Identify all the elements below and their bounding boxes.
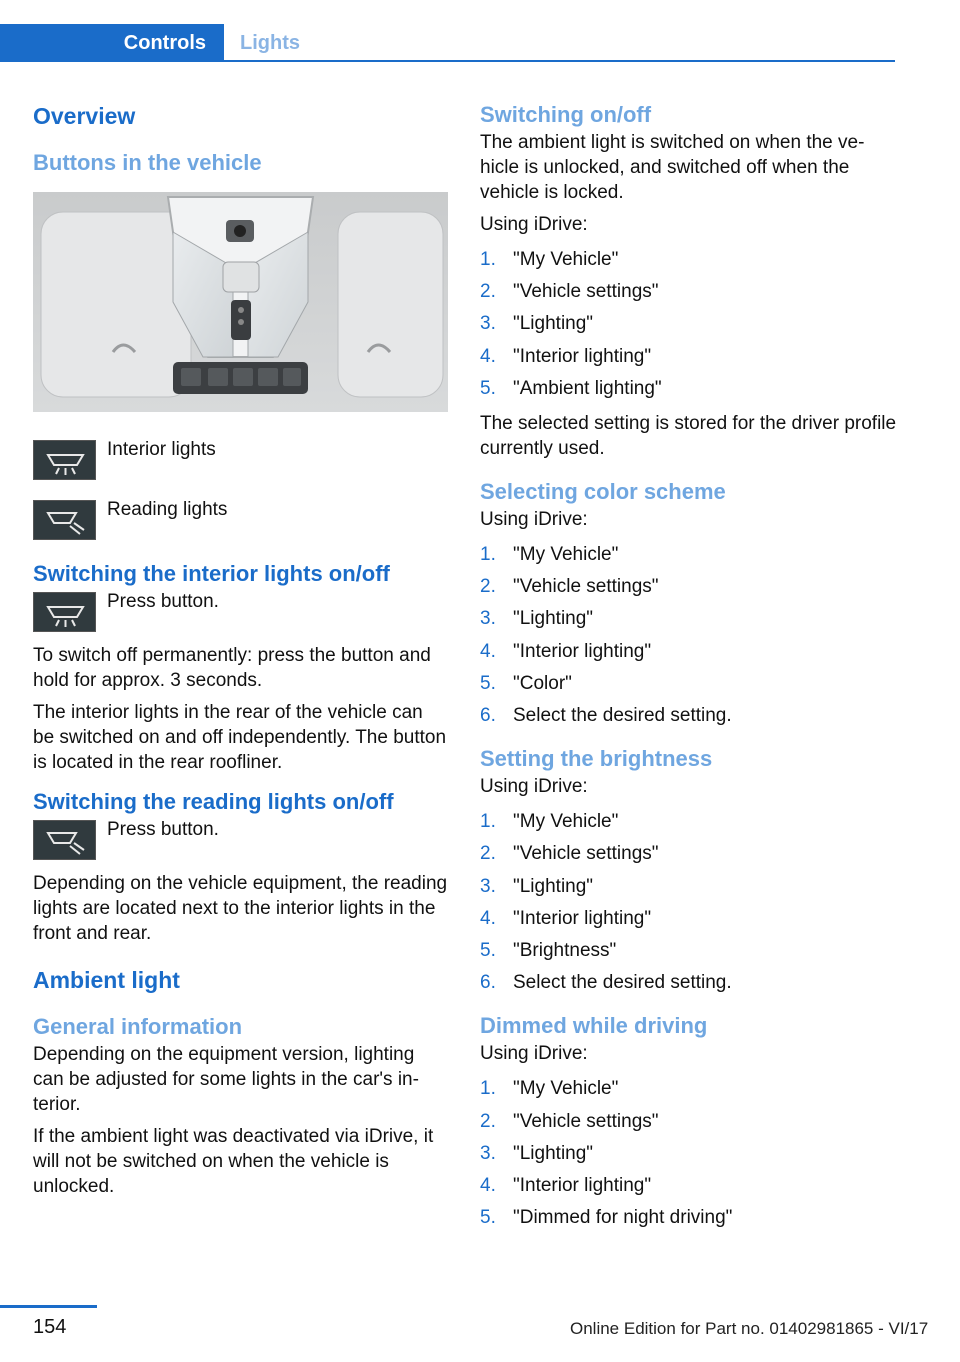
list-item bbox=[480, 603, 900, 635]
interior-lights-label: Interior lights bbox=[107, 439, 216, 460]
interior-lights-row bbox=[33, 437, 448, 497]
list-item bbox=[480, 308, 900, 340]
step-text: "Color" bbox=[513, 672, 572, 694]
list-item bbox=[480, 373, 900, 405]
switching-heading: Switching on/off bbox=[480, 102, 652, 127]
switch-reading-heading: Switching the reading lights on/off bbox=[33, 789, 394, 814]
step-number: 4. bbox=[480, 345, 496, 367]
rear-lights-text: The interior lights in the rear of the vehicle can be switched on and off independently. The button is located in the rear roofliner. bbox=[33, 702, 447, 773]
list-item bbox=[480, 668, 900, 700]
switch-interior-heading: Switching the interior lights on/off bbox=[33, 561, 390, 586]
right-column bbox=[480, 100, 900, 1240]
step-number: 2. bbox=[480, 843, 496, 865]
list-item bbox=[480, 571, 900, 603]
step-text: Select the desired setting. bbox=[513, 972, 732, 994]
step-text: "Lighting" bbox=[513, 875, 594, 897]
step-number: 5. bbox=[480, 940, 496, 962]
color-heading: Selecting color scheme bbox=[480, 479, 726, 505]
reading-lights-row bbox=[33, 497, 448, 557]
interior-light-icon bbox=[33, 592, 96, 632]
step-text: "My Vehicle" bbox=[513, 249, 619, 270]
deactivated-text: If the ambient light was deactivated via iDrive, it will not be switched on when the vehicle is unlocked. bbox=[33, 1126, 434, 1197]
step-number: 2. bbox=[480, 281, 496, 303]
step-text: "Lighting" bbox=[513, 1142, 594, 1164]
step-text: "My Vehicle" bbox=[513, 1078, 619, 1100]
reading-light-icon bbox=[33, 820, 96, 860]
step-number: 1. bbox=[480, 249, 496, 270]
step-number: 1. bbox=[480, 1078, 496, 1100]
stored-text: The selected setting is stored for the driver profile currently used. bbox=[480, 413, 897, 460]
press-button-text: Press button. bbox=[107, 591, 219, 612]
list-item bbox=[480, 935, 900, 967]
switch-off-text: To switch off permanently: press the button and hold for approx. 3 seconds. bbox=[33, 645, 431, 691]
step-number: 4. bbox=[480, 640, 496, 662]
brightness-heading: Setting the brightness bbox=[480, 746, 713, 772]
step-text: "My Vehicle" bbox=[513, 544, 619, 566]
overview-heading: Overview bbox=[33, 103, 136, 129]
dimmed-steps bbox=[480, 1073, 900, 1234]
step-text: "Vehicle settings" bbox=[513, 843, 659, 865]
step-text: "Lighting" bbox=[513, 608, 594, 630]
brightness-steps bbox=[480, 806, 900, 999]
buttons-heading: Buttons in the vehicle bbox=[33, 150, 262, 175]
list-item bbox=[480, 276, 900, 308]
list-item bbox=[480, 1138, 900, 1170]
step-text: "Ambient lighting" bbox=[513, 377, 662, 399]
list-item bbox=[480, 871, 900, 903]
list-item bbox=[480, 1106, 900, 1138]
list-item bbox=[480, 1073, 900, 1105]
list-item bbox=[480, 806, 900, 838]
step-number: 4. bbox=[480, 907, 496, 929]
step-number: 5. bbox=[480, 672, 496, 694]
reading-location-text: Depending on the vehicle equipment, the reading lights are located next to the interior lights in the front and rear. bbox=[33, 873, 448, 944]
step-number: 1. bbox=[480, 544, 496, 566]
list-item bbox=[480, 838, 900, 870]
list-item bbox=[480, 244, 900, 276]
step-number: 2. bbox=[480, 576, 496, 598]
step-text: "Vehicle settings" bbox=[513, 1110, 659, 1132]
step-number: 4. bbox=[480, 1175, 496, 1197]
step-text: "Brightness" bbox=[513, 940, 617, 962]
switching-steps bbox=[480, 244, 900, 405]
list-item bbox=[480, 700, 900, 732]
step-number: 3. bbox=[480, 313, 496, 335]
step-text: "Interior lighting" bbox=[513, 345, 652, 367]
interior-press-row bbox=[33, 589, 448, 643]
reading-lights-label: Reading lights bbox=[107, 499, 228, 520]
reading-light-icon bbox=[33, 500, 96, 540]
footer-rule bbox=[0, 1305, 97, 1308]
header-tabs bbox=[0, 24, 895, 62]
step-text: "Dimmed for night driving" bbox=[513, 1207, 733, 1229]
reading-press-row bbox=[33, 817, 448, 871]
step-number: 5. bbox=[480, 377, 496, 399]
list-item bbox=[480, 636, 900, 668]
list-item bbox=[480, 1202, 900, 1234]
step-number: 3. bbox=[480, 875, 496, 897]
using-idrive-text: Using iDrive: bbox=[480, 776, 588, 798]
left-column bbox=[33, 100, 448, 1206]
interior-light-icon bbox=[33, 440, 96, 480]
step-number: 2. bbox=[480, 1110, 496, 1132]
step-number: 5. bbox=[480, 1207, 496, 1229]
using-idrive-text: Using iDrive: bbox=[480, 509, 588, 531]
switching-text: The ambient light is switched on when the ve‐hicle is unlocked, and switched off when the vehicle is locked. bbox=[480, 132, 865, 203]
step-number: 1. bbox=[480, 811, 496, 833]
list-item bbox=[480, 1170, 900, 1202]
edition-text: Online Edition for Part no. 01402981865 - VI/17 bbox=[570, 1319, 929, 1338]
step-text: "Lighting" bbox=[513, 313, 594, 335]
step-text: "My Vehicle" bbox=[513, 811, 619, 833]
color-steps bbox=[480, 539, 900, 732]
dimmed-heading: Dimmed while driving bbox=[480, 1013, 708, 1039]
general-info-heading: General information bbox=[33, 1014, 243, 1039]
using-idrive-text: Using iDrive: bbox=[480, 1043, 588, 1065]
step-number: 6. bbox=[480, 972, 496, 994]
step-number: 3. bbox=[480, 1142, 496, 1164]
list-item bbox=[480, 341, 900, 373]
step-text: "Interior lighting" bbox=[513, 1175, 652, 1197]
step-text: "Vehicle settings" bbox=[513, 281, 659, 303]
general-info-text: Depending on the equipment version, lighting can be adjusted for some lights in the car's in‐terior. bbox=[33, 1044, 419, 1115]
list-item bbox=[480, 539, 900, 571]
overhead-console-photo bbox=[33, 192, 448, 412]
page-number: 154 bbox=[33, 1316, 67, 1338]
ambient-heading: Ambient light bbox=[33, 967, 180, 993]
step-number: 3. bbox=[480, 608, 496, 630]
tab-lights[interactable]: Lights bbox=[240, 32, 300, 54]
tab-controls[interactable]: Controls bbox=[0, 24, 224, 62]
using-idrive-text: Using iDrive: bbox=[480, 214, 588, 235]
step-text: "Interior lighting" bbox=[513, 907, 652, 929]
list-item bbox=[480, 903, 900, 935]
list-item bbox=[480, 967, 900, 999]
step-text: Select the desired setting. bbox=[513, 705, 732, 727]
step-number: 6. bbox=[480, 705, 496, 727]
step-text: "Interior lighting" bbox=[513, 640, 652, 662]
step-text: "Vehicle settings" bbox=[513, 576, 659, 598]
press-button-text: Press button. bbox=[107, 819, 219, 840]
